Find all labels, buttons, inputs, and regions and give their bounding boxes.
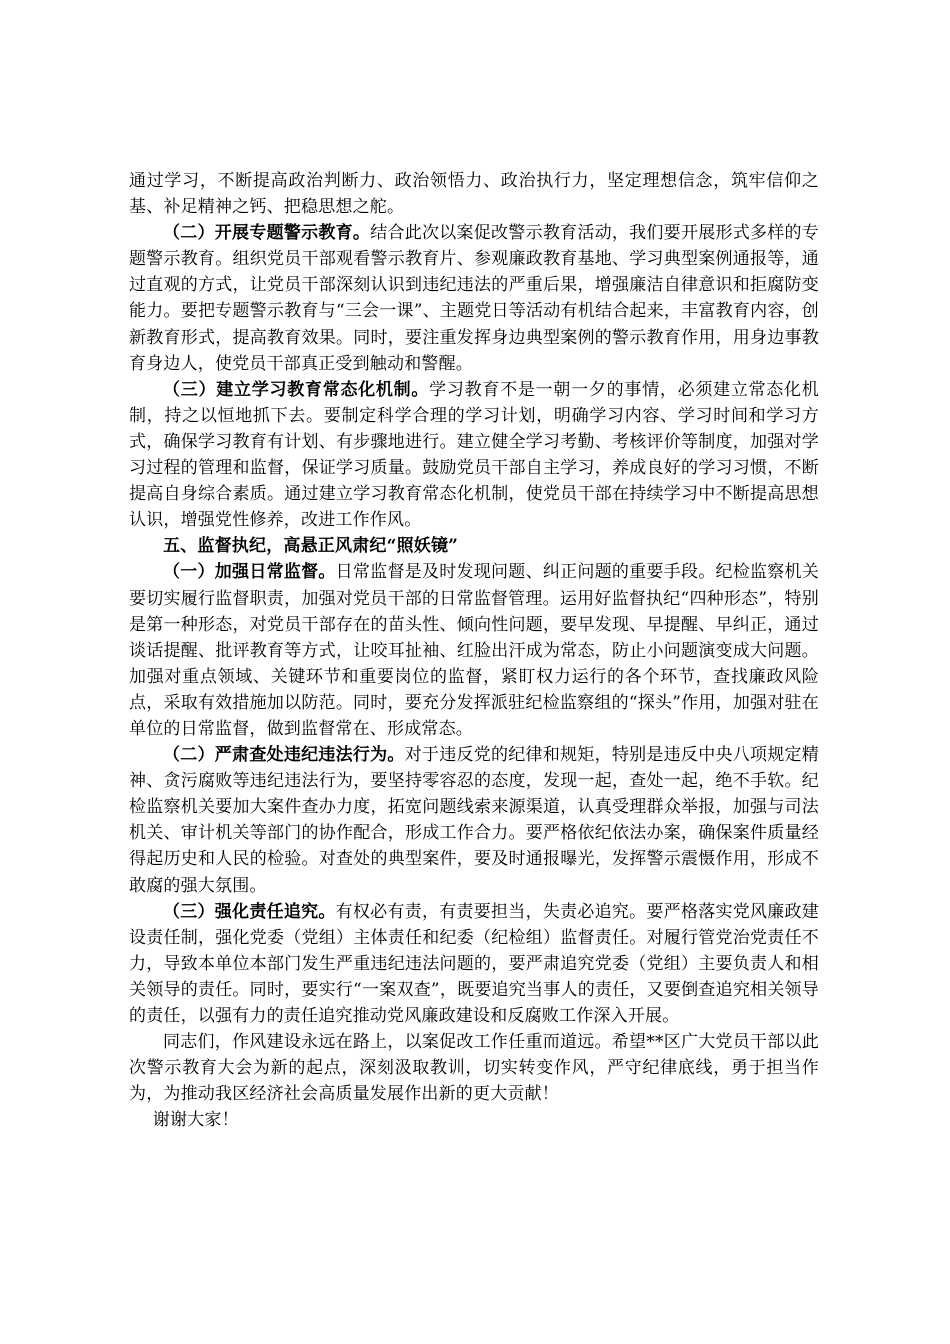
paragraph-conclusion: 同志们，作风建设永远在路上，以案促改工作任重而道远。希望**区广大党员干部以此次警示教育大会为新的起点，深刻汲取教训，切实转变作风，严守纪律底线，勇于担当作为，为推动我区经济社会高质量发展作出新的更大贡献！ (129, 1032, 819, 1105)
paragraph-text: 有权必有责，有责要担当，失责必追究。要严格落实党风廉政建设责任制，强化党委（党组）主体责任和纪委（纪检组）监督责任。对履行管党治党责任不力，导致本单位本部门发生严重违纪违法问题的，要严肃追究党委（党组）主要负责人和相关领导的责任。同时，要实行“一案双查”，既要追究当事人的责任，又要倒查追究相关领导的责任，以强有力的责任追究推动党风廉政建设和反腐败工作深入开展。 (129, 901, 819, 1026)
document-page (129, 168, 819, 1133)
paragraph-regular-learning-mechanism (129, 377, 819, 534)
paragraph-lead: （三）强化责任追究。 (163, 901, 336, 922)
paragraph-text: 日常监督是及时发现问题、纠正问题的重要手段。纪检监察机关要切实履行监督职责，加强对党员干部的日常监督管理。运用好监督执纪“四种形态”，特别是第一种形态，对党员干部存在的苗头性、倾向性问题，要早发现、早提醒、早纠正，通过谈话提醒、批评教育等方式，让咬耳扯袖、红脸出汗成为常态，防止小问题演变成大问题。加强对重点领域、关键环节和重要岗位的监督，紧盯权力运行的各个环节，查找廉政风险点，采取有效措施加以防范。同时，要充分发挥派驻纪检监察组的“探头”作用，加强对驻在单位的日常监督，做到监督常在、形成常态。 (129, 562, 819, 739)
section-heading: 五、监督执纪，高悬正风肃纪“照妖镜” (163, 536, 459, 557)
paragraph-daily-supervision (129, 559, 819, 742)
paragraph-text: 学习教育不是一朝一夕的事情，必须建立常态化机制，持之以恒地抓下去。要制定科学合理的学习计划，明确学习内容、学习时间和学习方式，确保学习教育有计划、有步骤地进行。建立健全学习考勤、考核评价等制度，加强对学习过程的管理和监督，保证学习质量。鼓励党员干部自主学习，养成良好的学习习惯，不断提高自身综合素质。通过建立学习教育常态化机制，使党员干部在持续学习中不断提高思想认识，增强党性修养，改进工作作风。 (129, 379, 820, 531)
paragraph-accountability (129, 899, 819, 1029)
paragraph-text: 对于违反党的纪律和规矩，特别是违反中央八项规定精神、贪污腐败等违纪违法行为，要坚持零容忍的态度，发现一起，查处一起，绝不手软。纪检监察机关要加大案件查办力度，拓宽问题线索来源渠道，认真受理群众举报，加强与司法机关、审计机关等部门的协作配合，形成工作合力。要严格依纪依法办案，确保案件质量经得起历史和人民的检验。对查处的典型案件，要及时通报曝光，发挥警示震慑作用，形成不敢腐的强大氛围。 (129, 745, 819, 896)
paragraph-lead: （二）开展专题警示教育。 (163, 223, 371, 244)
closing-thanks: 谢谢大家！ (152, 1110, 239, 1131)
paragraph-thematic-warning-education (129, 220, 819, 377)
paragraph-continuation (129, 168, 819, 220)
paragraph-lead: （一）加强日常监督。 (163, 562, 336, 583)
paragraph-lead: （三）建立学习教育常态化机制。 (163, 379, 430, 400)
paragraph-lead: （二）严肃查处违纪违法行为。 (163, 745, 405, 766)
paragraph-text: 通过学习，不断提高政治判断力、政治领悟力、政治执行力，坚定理想信念，筑牢信仰之基、补足精神之钙、把稳思想之舵。 (129, 171, 819, 218)
paragraph-investigate-violations (129, 742, 819, 899)
paragraph-text: 结合此次以案促改警示教育活动，我们要开展形式多样的专题警示教育。组织党员干部观看警示教育片、参观廉政教育基地、学习典型案例通报等，通过直观的方式，让党员干部深刻认识到违纪违法的严重后果，增强廉洁自律意识和拒腐防变能力。要把专题警示教育与“三会一课”、主题党日等活动有机结合起来，丰富教育内容，创新教育形式，提高教育效果。同时，要注重发挥身边典型案例的警示教育作用，用身边事教育身边人，使党员干部真正受到触动和警醒。 (129, 223, 820, 374)
